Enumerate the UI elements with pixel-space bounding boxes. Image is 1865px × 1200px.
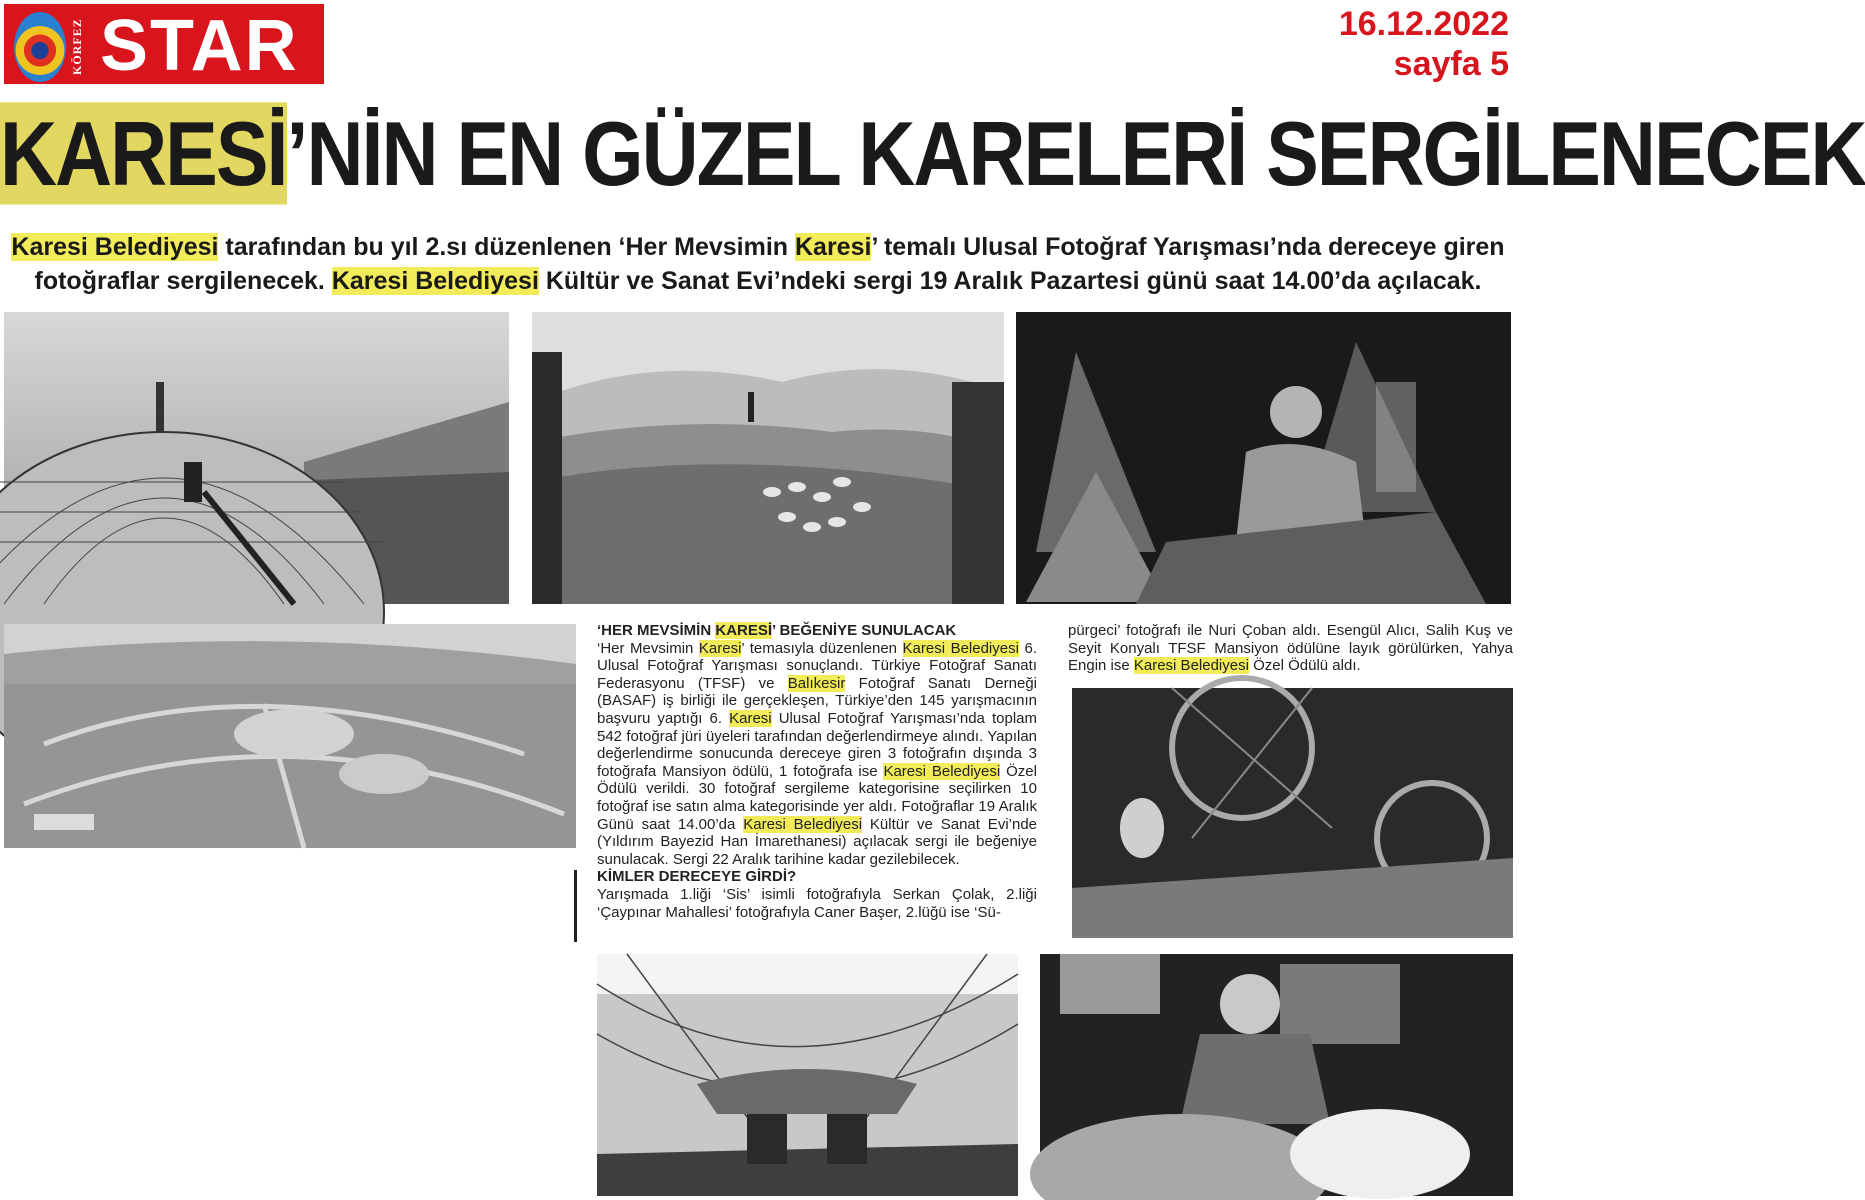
lead-line-1-run: Karesi (795, 233, 872, 261)
body-1-run: Karesi Belediyesi (743, 815, 863, 833)
photo-wheel-workshop (1072, 688, 1513, 938)
lead-line-1-run: ’ temalı Ulusal Fotoğraf Yarışması’nda dereceye giren (871, 233, 1505, 261)
page-number: sayfa 5 (1393, 45, 1509, 83)
photo-wrestlers (597, 954, 1018, 1196)
body-1-run: Balıkesir (787, 674, 846, 692)
body-1-run: Karesi Belediyesi (902, 639, 1019, 657)
logo-emblem-icon (14, 12, 66, 82)
subhead-1-run: KARESİ (715, 622, 773, 639)
body-1-run: Karesi Belediyesi (883, 762, 1001, 780)
photo-mosque-dome (4, 312, 509, 604)
body-1-run: Özel Ödülü verildi. 30 fotoğraf sergileme kategorisine seçilirken 10 fotoğraf ise satın alma kategorisinde yer aldı. Fotoğraflar 19 Aralık Günü saat 14.00’da (597, 762, 1037, 833)
subhead-1-run: ‘HER MEVSİMİN (597, 622, 716, 639)
body-1-run: Kültür ve Sanat Evi’nde (Yıldırım Bayezid Han İmarethanesi) açılacak sergi ile beğeniye sunulacak. Sergi 22 Aralık tarihine kadar gezilebilecek. (597, 815, 1038, 868)
body-2-run: Yarışmada 1.liği ‘Sis’ isimli fotoğrafıyla Serkan Çolak, 2.liği ‘Çaypınar Mahallesi’ fotoğrafıyla Caner Başer, 2.lüğü ise ‘Sü- (597, 885, 1037, 921)
body-1-run: Ulusal Fotoğraf Yarışması’nda toplam 542 fotoğraf jüri üyeleri tarafından değerlendirmeye alındı. Yapılan değerlendirme sonucunda dereceye giren 3 fotoğrafın dışında 3 fotoğrafa Mansiyon ödülü, 1 fotoğrafa ise (597, 709, 1037, 780)
article-column-1 (597, 622, 1037, 921)
subhead-1-run: ’ BEĞENİYE SUNULACAK (772, 622, 957, 639)
body-1-run: 6. Ulusal Fotoğraf Yarışması sonuçlandı. Türkiye Fotoğraf Sanatı Federasyonu (TFSF) ve (597, 639, 1037, 692)
lead-line-1-run: Karesi Belediyesi (11, 233, 219, 261)
body-1-run: Fotoğraf Sanatı Derneği (BASAF) iş birliği ile gerçekleşen, Türkiye’den 145 yarışmacının başvuru yaptığı 6. (597, 674, 1037, 727)
article-subhead-1 (597, 622, 1037, 640)
body-2-continued-run: pürgeci’ fotoğrafı ile Nuri Çoban aldı. Esengül Alıcı, Salih Kuş ve Seyit Konyalı TFSF Mansiyon ödülüne layık görülürken, Yahya Engin ise (1068, 622, 1513, 675)
photo-sheep-hills (532, 312, 1004, 604)
article-body-1 (597, 640, 1037, 869)
logo-korfez-text: KÖRFEZ (70, 18, 84, 76)
photo-felt-maker (1040, 954, 1513, 1196)
body-1-run: ’ temasıyla düzenlenen (741, 639, 903, 657)
photo-broom-maker (1016, 312, 1511, 604)
article-body-2 (597, 886, 1037, 921)
photo-aerial-city (4, 624, 576, 848)
body-1-run: Karesi (698, 639, 742, 657)
lead-line-2-run: fotoğraflar sergilenecek. (34, 267, 332, 295)
headline (0, 102, 1865, 205)
lead-line-2 (4, 264, 1512, 298)
lead-line-2-run: Karesi Belediyesi (331, 267, 539, 295)
masthead-logo (4, 4, 324, 84)
headline-rest: ’NİN EN GÜZEL KARELERİ SERGİLENECEK (286, 102, 1865, 205)
lead-line-1 (4, 230, 1512, 264)
body-2-continued-run: Özel Ödülü aldı. (1248, 657, 1361, 675)
lead-line-1-run: tarafından bu yıl 2.sı düzenlenen ‘Her Mevsimin (218, 233, 795, 261)
logo-star-text: STAR (100, 6, 299, 86)
body-2-continued-run: Karesi Belediyesi (1133, 657, 1249, 675)
body-1-run: ‘Her Mevsimin (597, 639, 699, 657)
headline-karesi: KARESİ (0, 102, 287, 205)
article-column-2 (1068, 622, 1513, 675)
body-1-run: Karesi (729, 709, 772, 727)
article-subhead-2: KİMLER DERECEYE GİRDİ? (597, 868, 797, 886)
lead-paragraph (4, 230, 1512, 298)
article-body-2-continued (1068, 622, 1513, 675)
issue-date: 16.12.2022 (1338, 5, 1509, 43)
issue-info (1339, 4, 1509, 84)
lead-line-2-run: Kültür ve Sanat Evi’ndeki sergi 19 Aralık Pazartesi günü saat 14.00’da açılacak. (538, 267, 1482, 295)
column-rule (574, 870, 577, 942)
